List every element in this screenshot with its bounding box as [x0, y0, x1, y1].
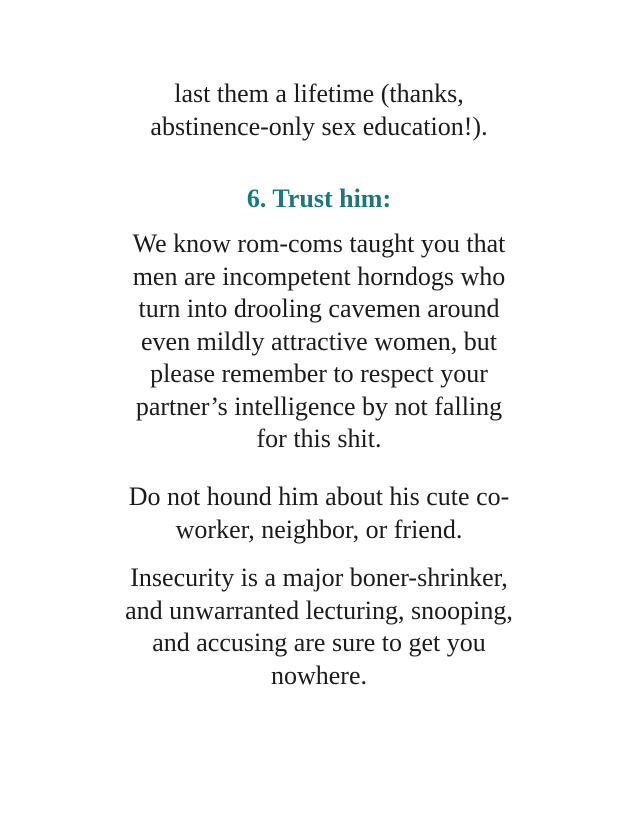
text-line: We know rom-coms taught you that [132, 229, 506, 258]
paragraph-insecurity [0, 562, 638, 692]
section-heading: 6. Trust him: [246, 184, 392, 213]
text-line: and unwarranted lecturing, snooping, [125, 595, 513, 625]
text-line: Insecurity is a major boner-shrinker, [130, 563, 508, 592]
intro-paragraph [0, 78, 638, 143]
text-line: and accusing are sure to get you [152, 628, 486, 657]
text-line: worker, neighbor, or friend. [175, 514, 463, 544]
text-line: turn into drooling cavemen around [138, 294, 500, 323]
text-line: nowhere. [270, 660, 367, 690]
text-line: abstinence-only sex education!). [150, 111, 488, 141]
text-line: last them a lifetime (thanks, [174, 79, 464, 108]
text-line: men are incompetent horndogs who [132, 261, 506, 291]
text-line: even mildly attractive women, but [141, 326, 497, 356]
paragraph-trust [0, 228, 638, 456]
text-line: for this shit. [256, 424, 382, 453]
text-line: Do not hound him about his cute co- [128, 482, 510, 511]
paragraph-hound [0, 481, 638, 546]
text-line: partner’s intelligence by not falling [135, 391, 503, 421]
text-line: please remember to respect your [150, 359, 488, 388]
